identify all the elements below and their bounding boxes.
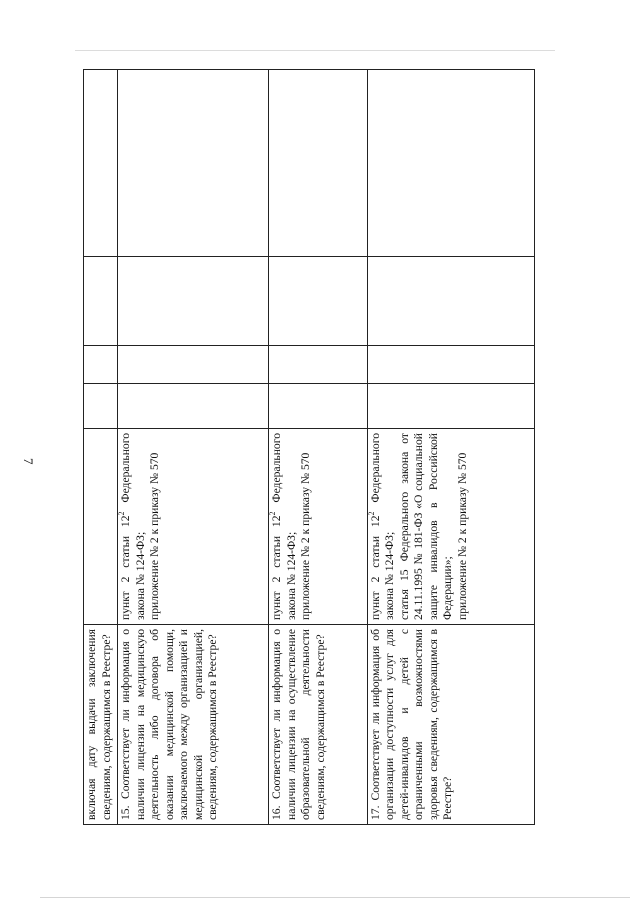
- legal-basis-line: [299, 433, 314, 620]
- legal-basis-text: пункт 2 статьи 12: [368, 515, 382, 620]
- article-superscript: 2: [117, 511, 127, 516]
- legal-basis-text: приложение № 2 к приказу № 570: [148, 452, 162, 620]
- answer-cell: [118, 257, 269, 346]
- legal-basis-cell: [367, 429, 534, 625]
- legal-basis-text: приложение № 2 к приказу № 570: [455, 452, 469, 620]
- answer-cell: [118, 346, 269, 384]
- legal-basis-text: Федерального закона № 124-ФЗ;: [119, 433, 147, 620]
- answer-cell: [367, 384, 534, 429]
- rotated-table-wrapper: [83, 70, 535, 825]
- answer-cell: [269, 384, 367, 429]
- checklist-table: [83, 69, 535, 825]
- legal-basis-line: [148, 433, 163, 620]
- scan-artifact-bottom: [40, 897, 630, 898]
- question-cell: 16. Соответствует ли информация о наличии лицензии на осуществление образовательной деятельности сведениям, содержащимся в Реестре?: [269, 625, 367, 825]
- answer-cell: [367, 70, 534, 257]
- legal-basis-text: пункт 2 статьи 12: [119, 515, 133, 620]
- answer-cell: [84, 346, 118, 384]
- legal-basis-text: статья 15 Федерального закона от 24.11.1995 № 181-ФЗ «О социальной защите инвалидов в Российской Федерации»;: [397, 433, 455, 620]
- answer-cell: [269, 70, 367, 257]
- answer-cell: [269, 346, 367, 384]
- legal-basis-line: [366, 433, 398, 620]
- legal-basis-cell: [269, 429, 367, 625]
- table-row: [84, 70, 118, 825]
- answer-cell: [269, 257, 367, 346]
- answer-cell: [118, 70, 269, 257]
- legal-basis-cell: [118, 429, 269, 625]
- question-cell: 15. Соответствует ли информация о наличии лицензии на медицинскую деятельность либо договора об оказании медицинской помощи, заключаемого между организацией и медицинской организацией, сведениям, содержащимся в Реестре?: [118, 625, 269, 825]
- legal-basis-line: [270, 433, 299, 620]
- answer-cell: [367, 346, 534, 384]
- legal-basis-line: [119, 433, 148, 620]
- legal-basis-text: приложение № 2 к приказу № 570: [299, 452, 313, 620]
- answer-cell: [118, 384, 269, 429]
- table-row: [269, 70, 367, 825]
- legal-basis-cell: [84, 429, 118, 625]
- question-cell: включая дату выдачи заключения сведениям, содержащимся в Реестре?: [84, 625, 118, 825]
- article-superscript: 2: [366, 511, 376, 516]
- table-row: [367, 70, 534, 825]
- page-number: 7: [21, 458, 36, 465]
- answer-cell: [367, 257, 534, 346]
- legal-basis-text: пункт 2 статьи 12: [270, 515, 284, 620]
- legal-basis-line: [398, 433, 456, 620]
- article-superscript: 2: [268, 511, 278, 516]
- legal-basis-line: [456, 433, 471, 620]
- legal-basis-text: Федерального закона № 124-ФЗ;: [368, 433, 397, 620]
- answer-cell: [84, 384, 118, 429]
- table-row: [118, 70, 269, 825]
- answer-cell: [84, 70, 118, 257]
- scan-artifact-top: [75, 50, 555, 51]
- question-cell: 17. Соответствует ли информация об организации доступности услуг для детей-инвалидов и детей с ограниченными возможностями здоровья сведениям, содержащимся в Реестре?: [367, 625, 534, 825]
- answer-cell: [84, 257, 118, 346]
- legal-basis-text: Федерального закона № 124-ФЗ;: [270, 433, 298, 620]
